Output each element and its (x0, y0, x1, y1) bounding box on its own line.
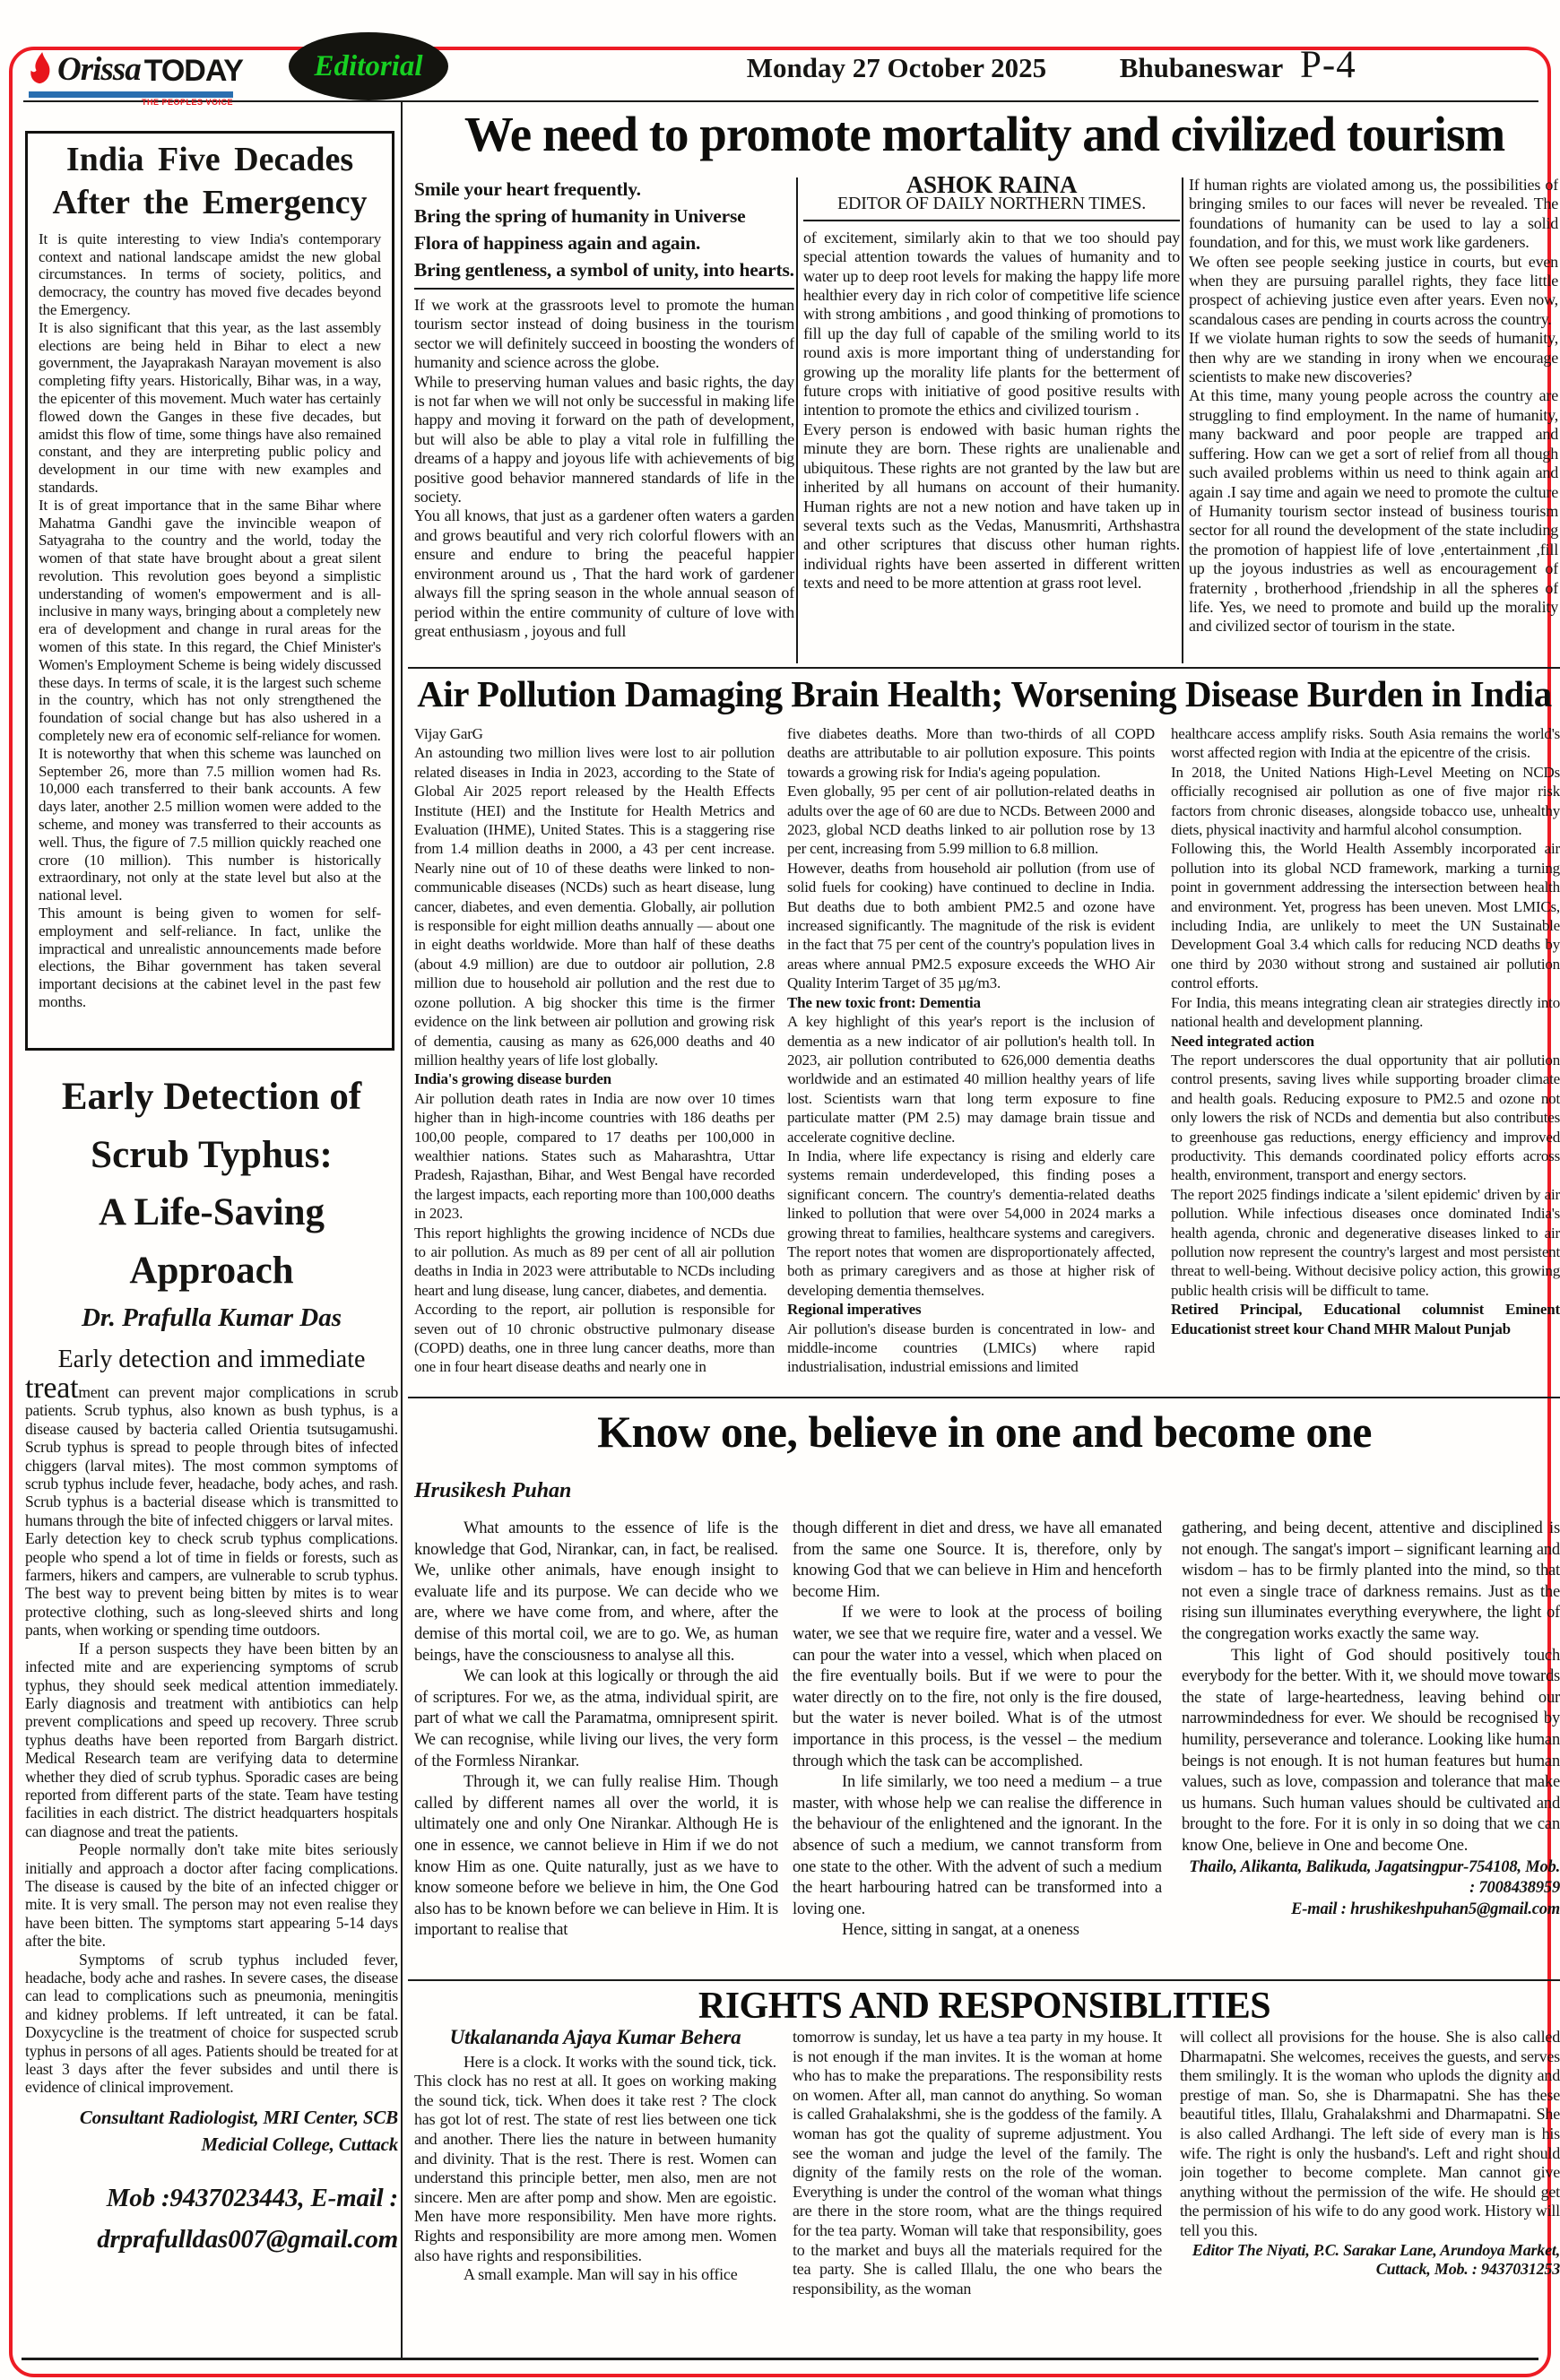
paragraph: We often see people seeking justice in courts, but even when they are pursuing parallel rights, they face little prospect of achieving justice even after years. Even now, scandalous cases are pending in courts across the country. (1189, 252, 1558, 328)
sidebar-divider (401, 102, 403, 2358)
drop-word: treat (25, 1372, 79, 1405)
article-scrub-lede: Early detection and immediate (57, 1346, 366, 1373)
knowone-col3-paragraphs (1182, 1519, 1560, 1920)
column-rule (1182, 177, 1183, 663)
air-col3-paragraphs (1171, 724, 1560, 1338)
paragraph: The report 2025 findings indicate a 'silent epidemic' driven by air pollution. While infectious diseases once dominated India's health agenda, chronic and degenerative diseases linked to air pollution now represent the country's largest and most persistent threat to well-being. Without decisive policy action, this growing public health crisis will be difficult to tame. (1171, 1185, 1560, 1299)
paragraph: For India, this means integrating clean air strategies directly into national health and development planning. (1171, 993, 1560, 1031)
article-emergency-body (39, 230, 381, 1011)
paragraph-text: ment can prevent major complications in scrub patients. Scrub typhus, also known as bush typhus, is a disease caused by bacteria called Orientia tsutsugamushi. Scrub typhus is spread to people through bites of infected chiggers (larval mites). The most common symptoms of scrub typhus include fever, headache, body aches, and rash. Scrub typhus is a bacterial disease which is transmitted to humans through the bite of infected chiggers or larval mites. (25, 1383, 398, 1529)
paragraph: If we violate human rights to sow the seeds of humanity, then why are we standing in irony when we encourage scientists to make new discoveries? (1189, 329, 1558, 386)
air-column-3 (1171, 724, 1560, 1391)
logo-suffix: TODAY (143, 54, 243, 88)
paragraph-indent: Hence, sitting in sangat, at a oneness (842, 1921, 1079, 1940)
paragraph-subhead: Regional imperatives (787, 1301, 922, 1319)
paragraph-tline: Scrub Typhus: (91, 1133, 333, 1176)
tourism-byline (803, 176, 1180, 221)
tourism-col2-paragraphs (803, 229, 1180, 593)
paragraph-sig: Retired Principal, Educational columnist Eminent Educationist street kour Chand MHR Malout Punjab (1171, 1301, 1560, 1337)
editorial-badge (289, 32, 448, 100)
tourism-column-2 (803, 176, 1180, 667)
knowone-col2-paragraphs (793, 1519, 1162, 1942)
masthead-logo (29, 50, 244, 107)
knowone-column-2 (793, 1519, 1162, 1978)
tourism-col1-paragraphs (414, 296, 794, 641)
paragraph: gathering, and being decent, attentive and disciplined is not enough. The sangat's import – significant learning and wisdom – has to be firmly planted into the mind, so that not even a single trace of darkness remains. Just as the rising sun illuminates everything everywhere, the light of the congregation works exactly the same way. (1182, 1519, 1560, 1643)
paragraph-dropcap (25, 1372, 398, 1529)
paragraph: will collect all provisions for the house. She is also called Dharmapatni. She welcomes, receives the guests, and serves them smilingly. It is the woman who uplods the dignity and prestige of man. So, she is Dharmapatni. She has these beautiful titles, Illalu, Grahalakshmi and Dharmapatni. She is also called Ardhangi. The left side of every man is his wife. The right is only the husband's. Left and right should join together to become complete. Man cannot give anything without the permission of the wife. He should get the permission of his wife to do any good work. History will tell you this. (1180, 2028, 1560, 2239)
article-scrub-typhus (25, 1069, 398, 2350)
headline-tourism: We need to promote mortality and civilized tourism (464, 107, 1505, 161)
headline-know-one: Know one, believe in one and become one (597, 1406, 1372, 1457)
tourism-byline-name: ASHOK RAINA (906, 176, 1078, 198)
paragraph-sigit: Editor The Niyati, P.C. Sarakar Lane, Arundoya Market, Cuttack, Mob. : 9437031253 (1192, 2240, 1560, 2279)
paragraph: though different in diet and dress, we have all emanated from the same one Source. It is, therefore, only by knowing God that we can believe in Him and henceforth become Him. (793, 1519, 1162, 1601)
paragraph: Symptoms of scrub typhus included fever, headache, body ache and rashes. In severe cases, the disease can lead to complications such as pneumonia, meningitis and kidney problems. If left untreated, it can be fatal. Doxycycline is the treatment of choice for suspected scrub typhus in persons of all ages. Patients should be treated for at least 3 days after the fever subsides and until there is evidence of clinical improvement. (25, 1950, 398, 2097)
paragraph: It is of great importance that in the same Bihar where Mahatma Gandhi gave the invincible weapon of Satyagraha to the country and the world, today the women of that state have brought about a great silent revolution. This revolution goes beyond a simplistic understanding of women's empowerment and is all-inclusive in many ways, bringing about a completely new era of development and change in rural areas for the women of this state. In this regard, the Chief Minister's Women's Employment Scheme is being widely discussed these days. In terms of scale, it is the largest such scheme in the country, which has not only strengthened the foundation of social change but has also ushered in a completely new era of economic self-reliance for women. (39, 496, 381, 745)
paragraph-tline: Early Detection of (61, 1076, 362, 1118)
paragraph-tline: A Life-Saving (98, 1191, 325, 1233)
flame-icon (29, 51, 54, 89)
rights-col1-paragraphs (414, 2053, 776, 2285)
section-rule (408, 1979, 1560, 1981)
logo-tagline: THE PEOPLES VOICE (141, 98, 233, 107)
logo-name: Orissa (57, 51, 141, 88)
tourism-byline-role: EDITOR OF DAILY NORTHERN TIMES. (836, 194, 1147, 214)
edition-city: Bhubaneswar (1119, 52, 1284, 83)
paragraph: If human rights are violated among us, the possibilities of bringing smiles to our faces will never be revealed. The foundations of humanity can be used to lay a solid foundation, and for this, we must work like gardeners. (1189, 176, 1558, 252)
paragraph: of excitement, similarly akin to that we too should pay special attention towards the values of humanity and to water up to deep root levels for making the happy life more healthier every day in rich color of competitive life science with strong ambitions , and good thinking of promotions to fill up the day full of capable of the smiling world to its round axis is more important thing of understanding for growing up the morality life plants for the betterment of future crops with initiative of good positive results with intention to promote the ethics and civilized tourism . (803, 228, 1180, 420)
page-number: P-4 (1300, 44, 1356, 86)
paragraph: In 2018, the United Nations High-Level Meeting on NCDs officially recognised air pollution as one of five major risk factors from chronic diseases, alongside tobacco use, unhealthy diets, physical inactivity and harmful alcohol consumption. (1171, 763, 1560, 839)
paragraph-subhead: The new toxic front: Dementia (787, 993, 981, 1011)
paragraph: You all knows, that just as a gardener often waters a garden and grows beautiful and very rich colorful flowers with an ensure and endure to bring the peaceful happier environment around us , That the hard work of gardener always fill the spring season in the whole annual season of period within the entire community of culture of love with great enthusiasm , joyous and full (414, 506, 794, 640)
paragraph-indent: What amounts to the essence of life is the knowledge that God, Nirankar, can, in fact, be realised. We, unlike other animals, have enough insight to evaluate life and its purpose. We can decide who we are, where we have come from, and where, after the demise of this mortal coil, we are to go. We, as human beings, have the consciousness to analyse all this. (414, 1519, 778, 1665)
headline-air-pollution: Air Pollution Damaging Brain Health; Worsening Disease Burden in India (417, 673, 1552, 714)
header-rule (23, 100, 1538, 102)
paragraph: Following this, the World Health Assembly incorporated air pollution into its global NCD framework, marking a turning point in government addressing the intersection between health and environment. Yet, progress has been uneven. Most LMICs, including India, are unlikely to meet the UN Sustainable Development Goal 3.4 which calls for reducing NCD deaths by one third by 2030 without strong and sustained air pollution control efforts. (1171, 840, 1560, 992)
article-emergency-title (39, 139, 381, 225)
article-scrub-body (25, 1372, 398, 2261)
paragraph-indent: We can look at this logically or through the aid of scriptures. For we, as the atma, individual spirit, are part of what we call the Paramatma, omnipresent spirit. We can recognise, while living our lives, the very form of the Formless Nirankar. (414, 1667, 778, 1770)
paragraph: If a person suspects they have been bitten by an infected mite and are experiencing symptoms of scrub typhus, they should seek medical attention immediately. Early diagnosis and treatment with antibiotics can help prevent complications and speed up recovery. Three scrub typhus deaths have been reported from Bargarh district. Medical Research team are verifying data to determine whether they died of scrub typhus. Sporadic cases are being reported from different parts of the state. Team have testing facilities in each district. The district headquarters hospitals can diagnose and treat the patients. (25, 1639, 398, 1840)
rights-column-3 (1180, 2028, 1560, 2356)
paragraph: An astounding two million lives were lost to air pollution related diseases in India in 2023, according to the State of Global Air 2025 report released by the Health Effects Institute (HEI) and the Institute for Health Metrics and Evaluation (IHME), United States. This is a staggering rise from 1.4 million deaths in 2000, a 43 per cent increase. Nearly nine out of 10 of these deaths were linked to non-communicable diseases (NCDs) such as heart disease, lung cancer, diabetes, and even dementia. Globally, air pollution is responsible for eight million deaths annually — about one in eight deaths worldwide. More than half of these deaths (about 4.9 million) are due to outdoor air pollution, 2.8 million due to household air pollution and the rest due to ozone pollution. A big shocker this time is the firmer evidence on the link between air pollution and growing risk of dementia, causing as many as 626,000 deaths and 40 million healthy years of life lost globally. (414, 744, 775, 1069)
paragraph-indent: If we were to look at the process of boiling water, we see that we require fire, water and a vessel. We can pour the water into a vessel, which when placed on the fire eventually boils. But if we were to pour the water directly on to the fire, not only is the fire doused, but the water is never boiled. What is of the utmost importance in this process, is the vessel – the medium through which the task can be accomplished. (793, 1604, 1162, 1770)
paragraph: healthcare access amplify risks. South Asia remains the world's worst affected region with India at the epicentre of the crisis. (1171, 725, 1560, 762)
paragraph: This amount is being given to women for self-employment and self-reliance. In fact, unlike the impractical and unrealistic announcements made before elections, the Bihar government has taken several important decisions at the cabinet level in the past few months. (39, 904, 381, 1011)
paragraph: The report underscores the dual opportunity that air pollution control presents, saving lives while supporting broader climate and health goals. Reducing exposure to PM2.5 and ozone not only lowers the risk of NCDs and dementia but also contributes to greenhouse gas reductions, energy efficiency and improved productivity. This demands coordinated policy efforts across health, environment, transport and energy sectors. (1171, 1051, 1560, 1184)
article-emergency (25, 131, 394, 1051)
paragraph-subhead: India's growing disease burden (414, 1070, 611, 1088)
knowone-col1-paragraphs (414, 1519, 778, 1942)
section-rule (408, 1397, 1560, 1398)
paragraph: If we work at the grassroots level to promote the human tourism sector instead of doing business in the tourism sector we will definitely succeed in boosting the wonders of humanity and science across the globe. (414, 296, 794, 372)
paragraph: While to preserving human values and basic rights, the day is not far when we will not only be successful in making life happy and moving it forward on the path of development, but will also be able to play a vital role in fulfilling the dreams of a happy and joyous life with achievements of big positive good behavior mannered standards of life in the society. (414, 372, 794, 506)
logo-underline (29, 91, 233, 98)
tourism-column-1 (414, 176, 794, 667)
paragraph-poemline: Flora of happiness again and again. (414, 232, 701, 254)
tourism-col3-paragraphs (1189, 176, 1558, 636)
paragraph: At this time, many young people across the country are struggling to find employment. In the name of humanity, many backward and poor people are trapped and suffering. How can we get a sort of relief from all though such availed problems within us need to think again and again .I say time and again we need to promote the culture of Humanity tourism sector instead of business tourism sector for all round the development of the state including the promotion of happiest life of love ,entertainment ,fill up the joyous industries as well as encouragement of fraternity , brotherhood ,friendship in all the spheres of life. Yes, we need to promote and build up the morality and civilized sector of tourism in the state. (1189, 386, 1558, 636)
paragraph-sigit: Thailo, Alikanta, Balikuda, Jagatsingpur-754108, Mob. : 7008438959 (1189, 1857, 1560, 1898)
paragraph: It is quite interesting to view India's contemporary context and national landscape amidst the new global circumstances. In terms of society, politics, and democracy, the country has moved five decades beyond the Emergency. (39, 229, 381, 318)
paragraph: It is noteworthy that when this scheme was launched on September 26, more than 7.5 million women had Rs. 10,000 each transferred to their bank accounts. A few days later, another 2.5 million women were added to the scheme, and money was transferred to their accounts as well. Thus, the figure of 7.5 million quickly reached one crore (10 million). This number is historically extraordinary, not only at the state level but also at the national level. (39, 744, 381, 904)
column-rule (796, 177, 798, 663)
paragraph-poemline: Bring the spring of humanity in Universe (414, 205, 746, 227)
rights-author: Utkalananda Ajaya Kumar Behera (449, 2028, 741, 2048)
paragraph-author: Vijay GarG (414, 725, 483, 742)
knowone-column-3 (1182, 1519, 1560, 1978)
knowone-author: Hrusikesh Puhan (414, 1479, 572, 1502)
paragraph-indent: A small example. Man will say in his office (464, 2265, 738, 2284)
knowone-column-1 (414, 1519, 778, 1978)
paragraph-indent: Through it, we can fully realise Him. Though called by different names all over the world, it is ultimately one and only One Nirankar. Although He is one in essence, we cannot believe in Him if we do not know Him as one. Quite naturally, just as we have to know someone before we believe in him, the One God also has to be known before we can believe in Him. It is important to realise that (414, 1773, 778, 1940)
tourism-column-3 (1189, 176, 1558, 667)
paragraph: According to the report, air pollution is responsible for seven out of 10 chronic obstructive pulmonary disease (COPD) deaths, one in three lung cancer deaths, more than one in four heart disease deaths and nearly one in (414, 1301, 775, 1376)
article-scrub-title (25, 1069, 398, 1300)
paragraph: Even globally, 95 per cent of air pollution-related deaths in adults over the age of 60 are due to NCDs. Between 2000 and 2023, global NCD deaths linked to air pollution rose by 13 per cent, increasing from 5.99 million to 6.8 million. (787, 783, 1155, 858)
edition-date: Monday 27 October 2025 (746, 52, 1047, 83)
paragraph: People normally don't take mite bites seriously initially and approach a doctor after facing complications. The disease is caused by the bite of an infected chigger or mite. It is very small. The person may not even realise they have been bitten. The symptoms start appearing 5-14 days after the bite. (25, 1840, 398, 1951)
paragraph-indent: In life similarly, we too need a medium – a true master, with whose help we can realise the difference in the behaviour of the enlightened and the ignorant. In the absence of such a medium, we cannot transform from one state to the other. With the advent of such a medium the heart harbouring hatred can be transformed into a loving one. (793, 1773, 1162, 1918)
paragraph: A key highlight of this year's report is the inclusion of dementia as a new indicator of air pollution's health toll. In 2023, air pollution contributed to 626,000 dementia deaths worldwide and an estimated 40 million healthy years of life lost. Scientists warn that long term exposure to fine particulate matter (PM 2.5) may damage brain tissue and accelerate cognitive decline. (787, 1013, 1155, 1146)
air-col2-paragraphs (787, 724, 1155, 1377)
air-column-2 (787, 724, 1155, 1391)
rights-col3-paragraphs (1180, 2028, 1560, 2280)
paragraph: tomorrow is sunday, let us have a tea party in my house. It is not enough if the man invites. It is the woman at home who has to make the preparations. The responsibility rests on women. After all, man cannot do anything. So woman is called Grahalakshmi, she is the goddess of the family. A woman has got the quality of supreme adjustment. You see the woman and judge the level of the family. The dignity of the family rests on the role of the woman. Everything is under the control of the woman what things are there in the store room, what are the things required for the tea party. Woman will take that responsibility, goes to the market and buys all the materials required for the tea party. She is called Illalu, the one who bears the responsibility, as the woman (793, 2028, 1162, 2298)
paragraph-poemline: Bring gentleness, a symbol of unity, into hearts. (414, 259, 794, 281)
air-col1-paragraphs (414, 724, 775, 1377)
paragraph-poemline: Smile your heart frequently. (414, 178, 641, 200)
paragraph: However, deaths from household air pollution (from use of solid fuels for cooking) have continued to decline in India. But deaths due to both ambient PM2.5 and ozone have increased significantly. The magnitude of the risk is evident in the fact that 75 per cent of the country's population lives in areas where annual PM2.5 exposure exceeds the WHO Air Quality Interim Target of 35 µg/m3. (787, 859, 1155, 992)
paragraph: Air pollution's disease burden is concentrated in low- and middle-income countries (LMICs) where rapid industrialisation, industrial emissions and limited (787, 1320, 1155, 1376)
paragraph-subhead: Need integrated action (1171, 1032, 1314, 1050)
rights-column-1 (414, 2028, 776, 2356)
tourism-poem (414, 176, 794, 290)
paragraph: Air pollution death rates in India are now over 10 times higher than in high-income countries with 186 deaths per 100,00 people, compared to 17 deaths per 100,000 in wealthier nations. States such as Maharashtra, Uttar Pradesh, Rajasthan, Bihar, and West Bengal have recorded the largest impacts, each reporting more than 100,000 deaths in 2023. (414, 1089, 775, 1223)
section-rule (408, 667, 1560, 669)
paragraph-indent: Here is a clock. It works with the sound tick, tick. This clock has no rest at all. It goes on working making the sound tick, tick. When does it take rest ? The clock has got lot of rest. The state of rest lies between one tick and another. There lies the nature in between humanity and divinity. That is the rest. There is rest. Women can understand this principle better, men also, men are not sincere. Men are after pomp and show. Men are egoistic. Men have more responsibility. Men have more rights. Rights and responsibility are more among men. Women also have rights and responsibilities. (414, 2052, 776, 2264)
paragraph: It is also significant that this year, as the last assembly elections are being held in Bihar to elect a new government, the Jayaprakash Narayan movement is also completing fifty years. Historically, Bihar was, in a way, the epicenter of this movement. Much water has certainly flowed down the Ganges in these five decades, but amidst this flow of time, some things have also remained constant, and they are interpreting public policy and development in our time with new examples and standards. (39, 318, 381, 496)
paragraph-indent: This light of God should positively touch everybody for the better. With it, we should move towards the state of large-heartedness, leaving behind our narrowmindedness for ever. We should be recognised by humility, perseverance and tolerance. Looking like human beings is not enough. It is not human features but human values, such as love, compassion and tolerance that make us humans. Such human values should be cultivated and brought to the fore. For it is only in so doing that we can know One, believe in One and become One. (1182, 1646, 1560, 1855)
article-scrub-signature-role: Consultant Radiologist, MRI Center, SCB Medicial College, Cuttack (79, 2106, 398, 2156)
paragraph-a1line: India Five Decades (65, 141, 354, 178)
headline-rights: RIGHTS AND RESPONSIBLITIES (698, 1986, 1271, 2027)
rights-col2-paragraphs (793, 2028, 1162, 2298)
air-column-1 (414, 724, 775, 1391)
bottom-rule (22, 2358, 1538, 2360)
paragraph: Early detection key to check scrub typhus complications. people who spend a lot of time in fields or forests, such as farmers, hikers and campers, are vulnerable to scrub typhus. The best way to prevent being bitten by mites is to wear protective clothing, such as long-sleeved shirts and long pants, when working or spending time outdoors. (25, 1529, 398, 1640)
article-scrub-author: Dr. Prafulla Kumar Das (81, 1303, 342, 1332)
paragraph: five diabetes deaths. More than two-thirds of all COPD deaths are attributable to air pollution exposure. This points towards a growing risk for India's ageing population. (787, 725, 1155, 781)
rights-column-2 (793, 2028, 1162, 2356)
paragraph-a1line: After the Emergency (52, 183, 368, 221)
editorial-badge-label: Editorial (314, 49, 423, 82)
paragraph: Every person is endowed with basic human rights the minute they are born. These rights are unalienable and ubiquitous. These rights are not granted by the law but are inherited by all humans on account of their humanity. Human rights are not a new notion and have taken up in several texts such as the Vedas, Manusmriti, Arthshastra and other scriptures that discuss other human rights. individual rights have been asserted in different written texts and need to be more attention at grass root level. (803, 420, 1180, 593)
article-scrub-paragraphs (25, 1529, 398, 2097)
article-scrub-signature-contact: Mob :9437023443, E-mail : drprafulldas007@gmail.com (97, 2183, 398, 2255)
paragraph: In India, where life expectancy is rising and elderly care systems remain underdeveloped, this finding poses a significant concern. The country's dementia-related deaths linked to pollution that were over 54,000 in 2024 marks a growing threat to families, healthcare systems and caregivers. The report notes that women are disproportionately affected, both as primary caregivers and as those at higher risk of developing dementia themselves. (787, 1147, 1155, 1299)
paragraph-tline: Approach (129, 1249, 294, 1292)
paragraph-sigit: E-mail : hrushikeshpuhan5@gmail.com (1291, 1900, 1560, 1918)
paragraph: This report highlights the growing incidence of NCDs due to air pollution. As much as 89 per cent of all air pollution deaths in India in 2023 were attributable to NCDs including heart and lung disease, lung cancer, diabetes, and dementia. (414, 1224, 775, 1299)
